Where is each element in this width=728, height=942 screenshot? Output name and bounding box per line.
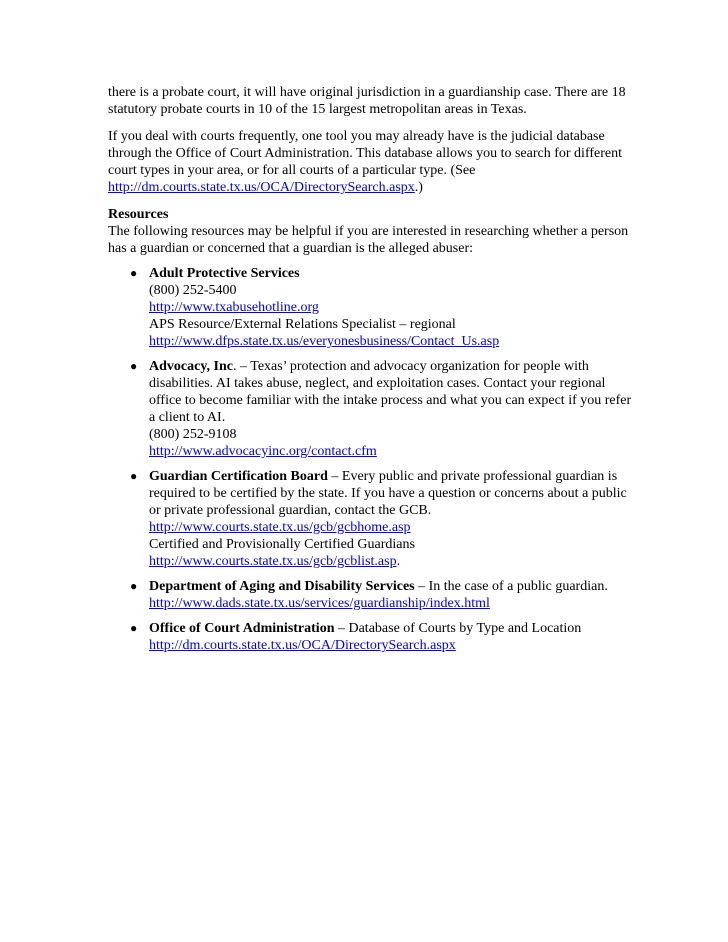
resource-name: Department of Aging and Disability Services <box>149 579 415 594</box>
resource-description: . – Texas’ protection and advocacy organization for people with disabilities. AI takes abuse, neglect, and exploitation cases. Contact your regional office to become familiar with the intake process and what you can expect if you refer a client to AI. <box>149 359 632 425</box>
dads-guardianship-link[interactable]: http://www.dads.state.tx.us/services/guardianship/index.html <box>149 596 490 611</box>
resources-heading: Resources <box>108 207 169 222</box>
oca-directory-link[interactable]: http://dm.courts.state.tx.us/OCA/DirectorySearch.aspx <box>108 180 415 195</box>
resource-name: Office of Court Administration <box>149 621 335 636</box>
bullet-icon: ● <box>130 621 138 635</box>
resource-name: Advocacy, Inc <box>149 359 233 374</box>
bullet-icon: ● <box>130 579 138 593</box>
document-page <box>108 84 638 662</box>
resource-item-aps <box>108 265 638 350</box>
resource-note: Certified and Provisionally Certified Guardians <box>149 537 415 552</box>
gcb-home-link[interactable]: http://www.courts.state.tx.us/gcb/gcbhome.asp <box>149 520 411 535</box>
resources-list <box>108 265 638 654</box>
resource-note: APS Resource/External Relations Specialist – regional <box>149 317 456 332</box>
advocacyinc-contact-link[interactable]: http://www.advocacyinc.org/contact.cfm <box>149 444 377 459</box>
resource-name: Guardian Certification Board <box>149 469 328 484</box>
resources-intro: The following resources may be helpful if you are interested in researching whether a person has a guardian or concerned that a guardian is the alleged abuser: <box>108 224 629 256</box>
intro-paragraph-1: there is a probate court, it will have original jurisdiction in a guardianship case. There are 18 statutory probate courts in 10 of the 15 largest metropolitan areas in Texas. <box>108 85 626 117</box>
bullet-icon: ● <box>130 266 138 280</box>
resource-phone: (800) 252-9108 <box>149 427 237 442</box>
dfps-contact-link[interactable]: http://www.dfps.state.tx.us/everyonesbusiness/Contact_Us.asp <box>149 334 500 349</box>
resource-name: Adult Protective Services <box>149 266 300 281</box>
resource-item-advocacy <box>108 358 638 460</box>
resource-item-oca <box>108 620 638 654</box>
resource-phone: (800) 252-5400 <box>149 283 237 298</box>
oca-directory-link-2[interactable]: http://dm.courts.state.tx.us/OCA/DirectorySearch.aspx <box>149 638 456 653</box>
link-trailing-period: . <box>396 554 401 569</box>
bullet-icon: ● <box>130 469 138 483</box>
txabusehotline-link[interactable]: http://www.txabusehotline.org <box>149 300 319 315</box>
resource-description: – In the case of a public guardian. <box>414 579 608 594</box>
intro-paragraph-2-end: .) <box>414 180 423 195</box>
resource-item-gcb <box>108 468 638 570</box>
resource-description: – Every public and private professional guardian is required to be certified by the state. If you have a question or concerns about a public or private professional guardian, contact the GCB. <box>149 469 627 518</box>
bullet-icon: ● <box>130 359 138 373</box>
intro-paragraph-2-text: If you deal with courts frequently, one tool you may already have is the judicial database through the Office of Court Administration. This database allows you to search for different court types in your area, or for all courts of a particular type. (See <box>108 129 622 178</box>
intro-paragraph-2 <box>108 128 638 196</box>
resource-item-dads <box>108 578 638 612</box>
gcb-list-link[interactable]: http://www.courts.state.tx.us/gcb/gcblist.asp <box>149 554 397 569</box>
resource-description: – Database of Courts by Type and Location <box>334 621 582 636</box>
